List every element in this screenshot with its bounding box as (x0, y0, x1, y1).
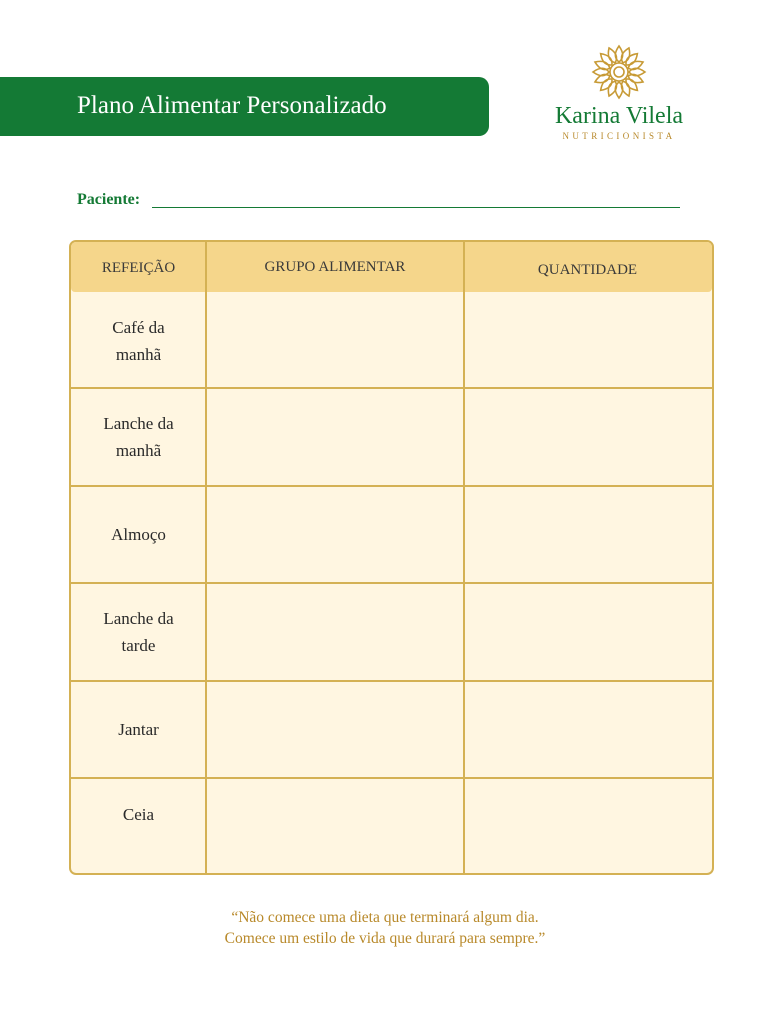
footer-quote (140, 907, 630, 949)
header-quantidade: QUANTIDADE (537, 262, 638, 278)
meal-row-label (71, 779, 206, 849)
brand-subtitle: NUTRICIONISTA (562, 131, 676, 141)
meal-name: Lanche da manhã (103, 414, 174, 460)
meal-name: Jantar (118, 720, 159, 739)
meal-name: Ceia (122, 804, 155, 824)
sunflower-icon (591, 44, 647, 100)
header-grupo-alimentar: GRUPO ALIMENTAR (264, 259, 406, 275)
meal-row-label (71, 487, 206, 582)
meal-name: Almoço (111, 525, 166, 544)
meal-row-label (71, 294, 206, 387)
meal-row-label (71, 584, 206, 680)
meal-row-label (71, 682, 206, 777)
quote-line-1: “Não comece uma dieta que terminará algum dia. (231, 909, 539, 926)
patient-field-row (77, 188, 680, 212)
header-banner (0, 77, 489, 136)
meal-row-label (71, 389, 206, 485)
brand-logo (540, 44, 698, 142)
patient-field[interactable] (152, 187, 680, 208)
meal-name: Café da manhã (112, 317, 165, 364)
patient-label: Paciente: (77, 191, 141, 208)
quote-line-2: Comece um estilo de vida que durará para sempre.” (224, 930, 546, 947)
header-refeicao: REFEIÇÃO (101, 260, 176, 276)
brand-name: Karina Vilela (554, 103, 684, 129)
page-title: Plano Alimentar Personalizado (77, 92, 387, 119)
meal-plan-table (69, 240, 714, 875)
meal-name: Lanche da tarde (103, 609, 174, 655)
